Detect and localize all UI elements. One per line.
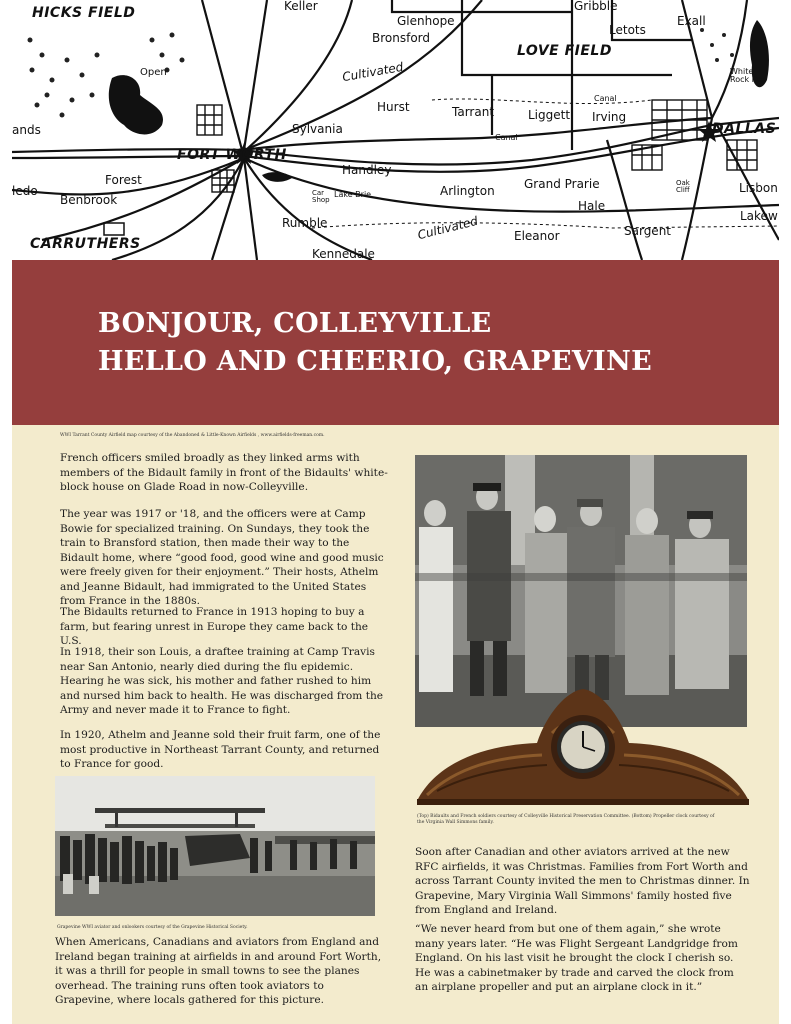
bidault-photo-credit-line-1: (Top) Bidaults and French soldiers courtesy of Colleyville Historical Preservation Committee. (Bottom) Propeller clock courtesy of	[417, 814, 715, 819]
map-label-grand-prarie: Grand Prarie	[524, 177, 600, 191]
map-label-dallas: DALLAS	[712, 121, 777, 137]
map-label-sargent: Sargent	[624, 224, 672, 238]
map-label-canal-south: Canal	[495, 133, 518, 142]
map-label-gribble: Gribble	[574, 0, 618, 13]
map-label-white-rock-res: White Rock Res	[730, 67, 766, 84]
map-label-ledo: ledo	[12, 184, 38, 198]
paragraph-camp-bowie: The year was 1917 or '18, and the officers were at Camp Bowie for specialized training. On Sundays, they took the train to Bransford station, then made their way to the Bidault home, where “good food, good wine and good music were freely given for their enjoyment.” Their hosts, Athelm and Jeanne Bidault, had immigrated to the United States from France in the 1880s.	[60, 508, 384, 607]
map-label-liggett: Liggett	[528, 108, 571, 122]
map-label-sylvania: Sylvania	[292, 122, 343, 136]
map-credit: WWI Tarrant County Airfield map courtesy of the Abandoned & Little-Known Airfields , www.airfields-freeman.com.	[60, 433, 325, 438]
map-label-lisbon: Lisbon	[739, 181, 778, 195]
map-label-open: Open	[140, 67, 167, 78]
map-label-canal-north: Canal	[594, 94, 617, 103]
paragraph-french-officers: French officers smiled broadly as they linked arms with members of the Bidault family in front of the Bidaults' white-block house on Glade Road in now-Colleyville.	[60, 452, 388, 493]
map-label-letots: Letots	[609, 23, 646, 37]
map-label-hicks-field: HICKS FIELD	[32, 5, 136, 21]
map-label-lakew: Lakew	[740, 209, 778, 223]
map-label-arlington: Arlington	[440, 184, 495, 198]
airfield-map	[12, 0, 779, 260]
map-label-kennedale: Kennedale	[312, 247, 375, 260]
title-line-2: HELLO AND CHEERIO, GRAPEVINE	[98, 346, 652, 377]
grapevine-photo-credit: Grapevine WWI aviator and onlookers courtesy of the Grapevine Historical Society.	[57, 925, 248, 930]
title-banner	[12, 260, 779, 425]
map-label-handley: Handley	[342, 163, 392, 177]
map-label-hale: Hale	[578, 199, 606, 213]
map-label-car-shop: Car Shop	[312, 189, 330, 204]
paragraph-aviators-training: When Americans, Canadians and aviators from England and Ireland began training at airfields in and around Fort Worth, it was a thrill for people in small towns to see the planes overhead. The training runs often took aviators to Grapevine, where locals gathered for this picture.	[55, 936, 382, 1006]
paragraph-returned-to-france: The Bidaults returned to France in 1913 hoping to buy a farm, but fearing unrest in Europe they came back to the U.S.	[60, 606, 369, 647]
propeller-clock-photo	[417, 683, 749, 805]
grapevine-aviator-photo	[55, 776, 375, 916]
paragraph-sold-farm: In 1920, Athelm and Jeanne sold their fruit farm, one of the most productive in Northeast Tarrant County, and returned to France for good.	[60, 729, 381, 770]
map-label-rumble: Rumble	[282, 216, 328, 230]
map-label-hurst: Hurst	[377, 100, 410, 114]
map-label-fort-worth: FORT WORTH	[177, 147, 287, 163]
bidault-photo-credit-line-2: the Virginia Wall Simmons family.	[417, 820, 494, 825]
paragraph-christmas-dinner: Soon after Canadian and other aviators arrived at the new RFC airfields, it was Christmas. Families from Fort Worth and across Tarrant County invited the men to Christmas dinner. In Grapevine, Mary Virginia Wall Simmons' family hosted five from England and Ireland.	[415, 846, 750, 916]
map-label-tarrant: Tarrant	[452, 105, 495, 119]
map-label-eleanor: Eleanor	[514, 229, 560, 243]
title-line-1: BONJOUR, COLLEYVILLE	[98, 308, 492, 339]
map-label-lake-brie: Lake Brie	[334, 190, 372, 199]
map-label-keller: Keller	[284, 0, 318, 13]
map-label-irving: Irving	[592, 110, 627, 124]
map-label-cultivated-south: Cultivated	[416, 213, 480, 243]
map-label-oak-cliff: Oak Cliff	[676, 179, 690, 194]
map-label-benbrook: Benbrook	[60, 193, 118, 207]
map-label-carruthers: CARRUTHERS	[30, 236, 141, 252]
map-label-forest: Forest	[105, 173, 142, 187]
map-label-love-field: LOVE FIELD	[517, 43, 612, 59]
map-label-bronsford: Bronsford	[372, 31, 431, 45]
map-label-ands: ands	[12, 123, 41, 137]
paragraph-louis-flu: In 1918, their son Louis, a draftee training at Camp Travis near San Antonio, nearly died during the flu epidemic. Hearing he was sick, his mother and father rushed to him and nursed him back to health. He was discharged from the Army and never made it to France to fight.	[60, 646, 384, 716]
map-label-exall: Exall	[677, 14, 706, 28]
paragraph-clock-quote: “We never heard from but one of them again,” she wrote many years later. “He was Flight Sergeant Landgridge from England. On his last visit he brought the clock I cherish so. He was a cabinetmaker by trade and carved the clock from an airplane propeller and put an airplane clock in it.”	[415, 923, 738, 993]
map-label-glenhope: Glenhope	[397, 14, 455, 28]
map-label-cultivated-north: Cultivated	[341, 59, 405, 85]
